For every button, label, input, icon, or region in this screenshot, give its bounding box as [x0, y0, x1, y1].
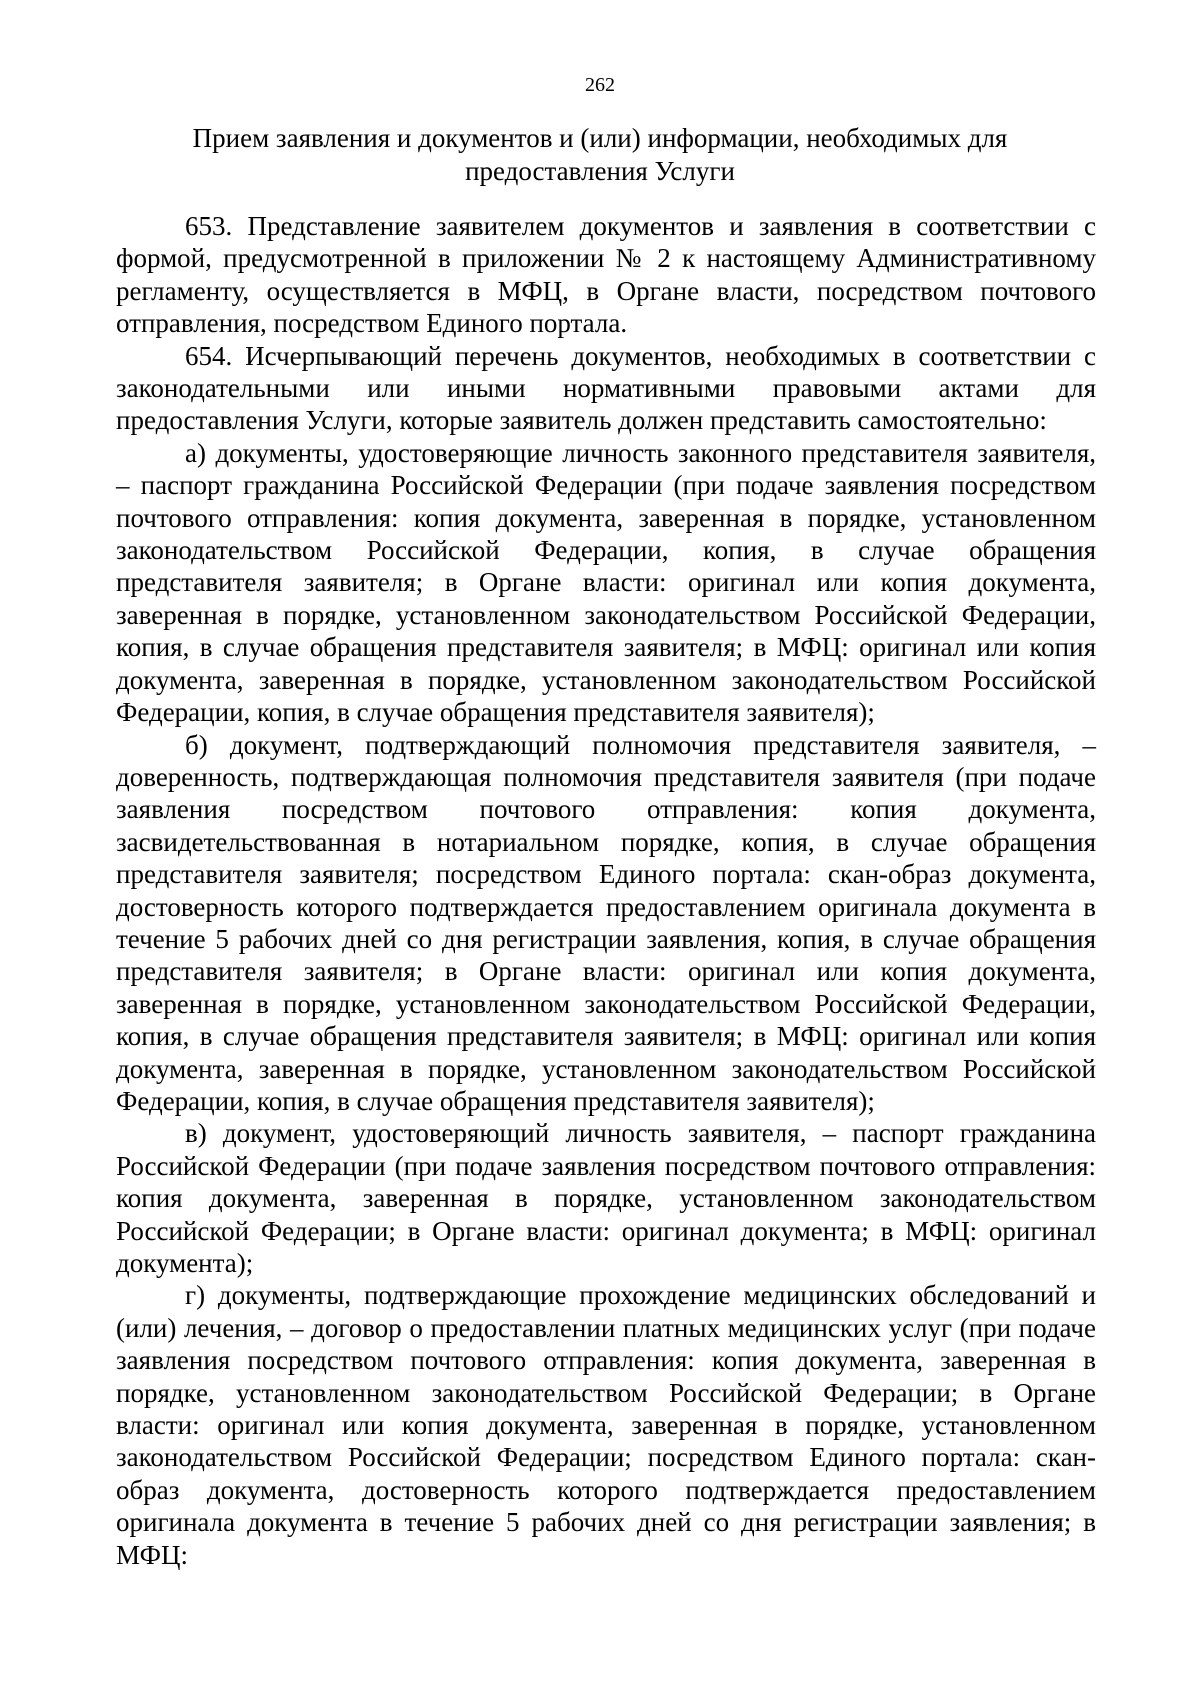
document-body — [116, 210, 1096, 1571]
list-item-g: г) документы, подтверждающие прохождение медицинских обследований и (или) лечения, – договор о предоставлении платных медицинских услуг (при подаче заявления посредством почтового отправления: копия документа, заверенная в порядке, установленном законодательством Российской Федерации; в Органе власти: оригинал или копия документа, заверенная в порядке, установленном законодательством Российской Федерации; посредством Единого портала: скан-образ документа, достоверность которого подтверждается предоставлением оригинала документа в течение 5 рабочих дней со дня регистрации заявления; в МФЦ: — [116, 1280, 1096, 1570]
paragraph-653: 653. Представление заявителем документов и заявления в соответствии с формой, предусмотренной в приложении № 2 к настоящему Административному регламенту, осуществляется в МФЦ, в Органе власти, посредством почтового отправления, посредством Единого портала. — [116, 211, 1096, 339]
list-item-v: в) документ, удостоверяющий личность заявителя, – паспорт гражданина Российской Федерации (при подаче заявления посредством почтового отправления: копия документа, заверенная в порядке, установленном законодательством Российской Федерации; в Органе власти: оригинал документа; в МФЦ: оригинал документа); — [116, 1118, 1096, 1278]
list-item-b: б) документ, подтверждающий полномочия представителя заявителя, – доверенность, подтверждающая полномочия представителя заявителя (при подаче заявления посредством почтового отправления: копия документа, засвидетельствованная в нотариальном порядке, копия, в случае обращения представителя заявителя; посредством Единого портала: скан-образ документа, достоверность которого подтверждается предоставлением оригинала документа в течение 5 рабочих дней со дня регистрации заявления, копия, в случае обращения представителя заявителя; в Органе власти: оригинал или копия документа, заверенная в порядке, установленном законодательством Российской Федерации, копия, в случае обращения представителя заявителя; в МФЦ: оригинал или копия документа, заверенная в порядке, установленном законодательством Российской Федерации, копия, в случае обращения представителя заявителя); — [116, 729, 1096, 1116]
section-heading: Прием заявления и документов и (или) информации, необходимых для предоставления Услуги — [192, 123, 1008, 186]
page-number: 262 — [585, 74, 615, 96]
paragraph-654: 654. Исчерпывающий перечень документов, необходимых в соответствии с законодательными или иными нормативными правовыми актами для предоставления Услуги, которые заявитель должен представить самостоятельно: — [116, 340, 1096, 436]
list-item-a: а) документы, удостоверяющие личность законного представителя заявителя, – паспорт гражданина Российской Федерации (при подаче заявления посредством почтового отправления: копия документа, заверенная в порядке, установленном законодательством Российской Федерации, копия, в случае обращения представителя заявителя; в Органе власти: оригинал или копия документа, заверенная в порядке, установленном законодательством Российской Федерации, копия, в случае обращения представителя заявителя; в МФЦ: оригинал или копия документа, заверенная в порядке, установленном законодательством Российской Федерации, копия, в случае обращения представителя заявителя); — [116, 437, 1096, 728]
